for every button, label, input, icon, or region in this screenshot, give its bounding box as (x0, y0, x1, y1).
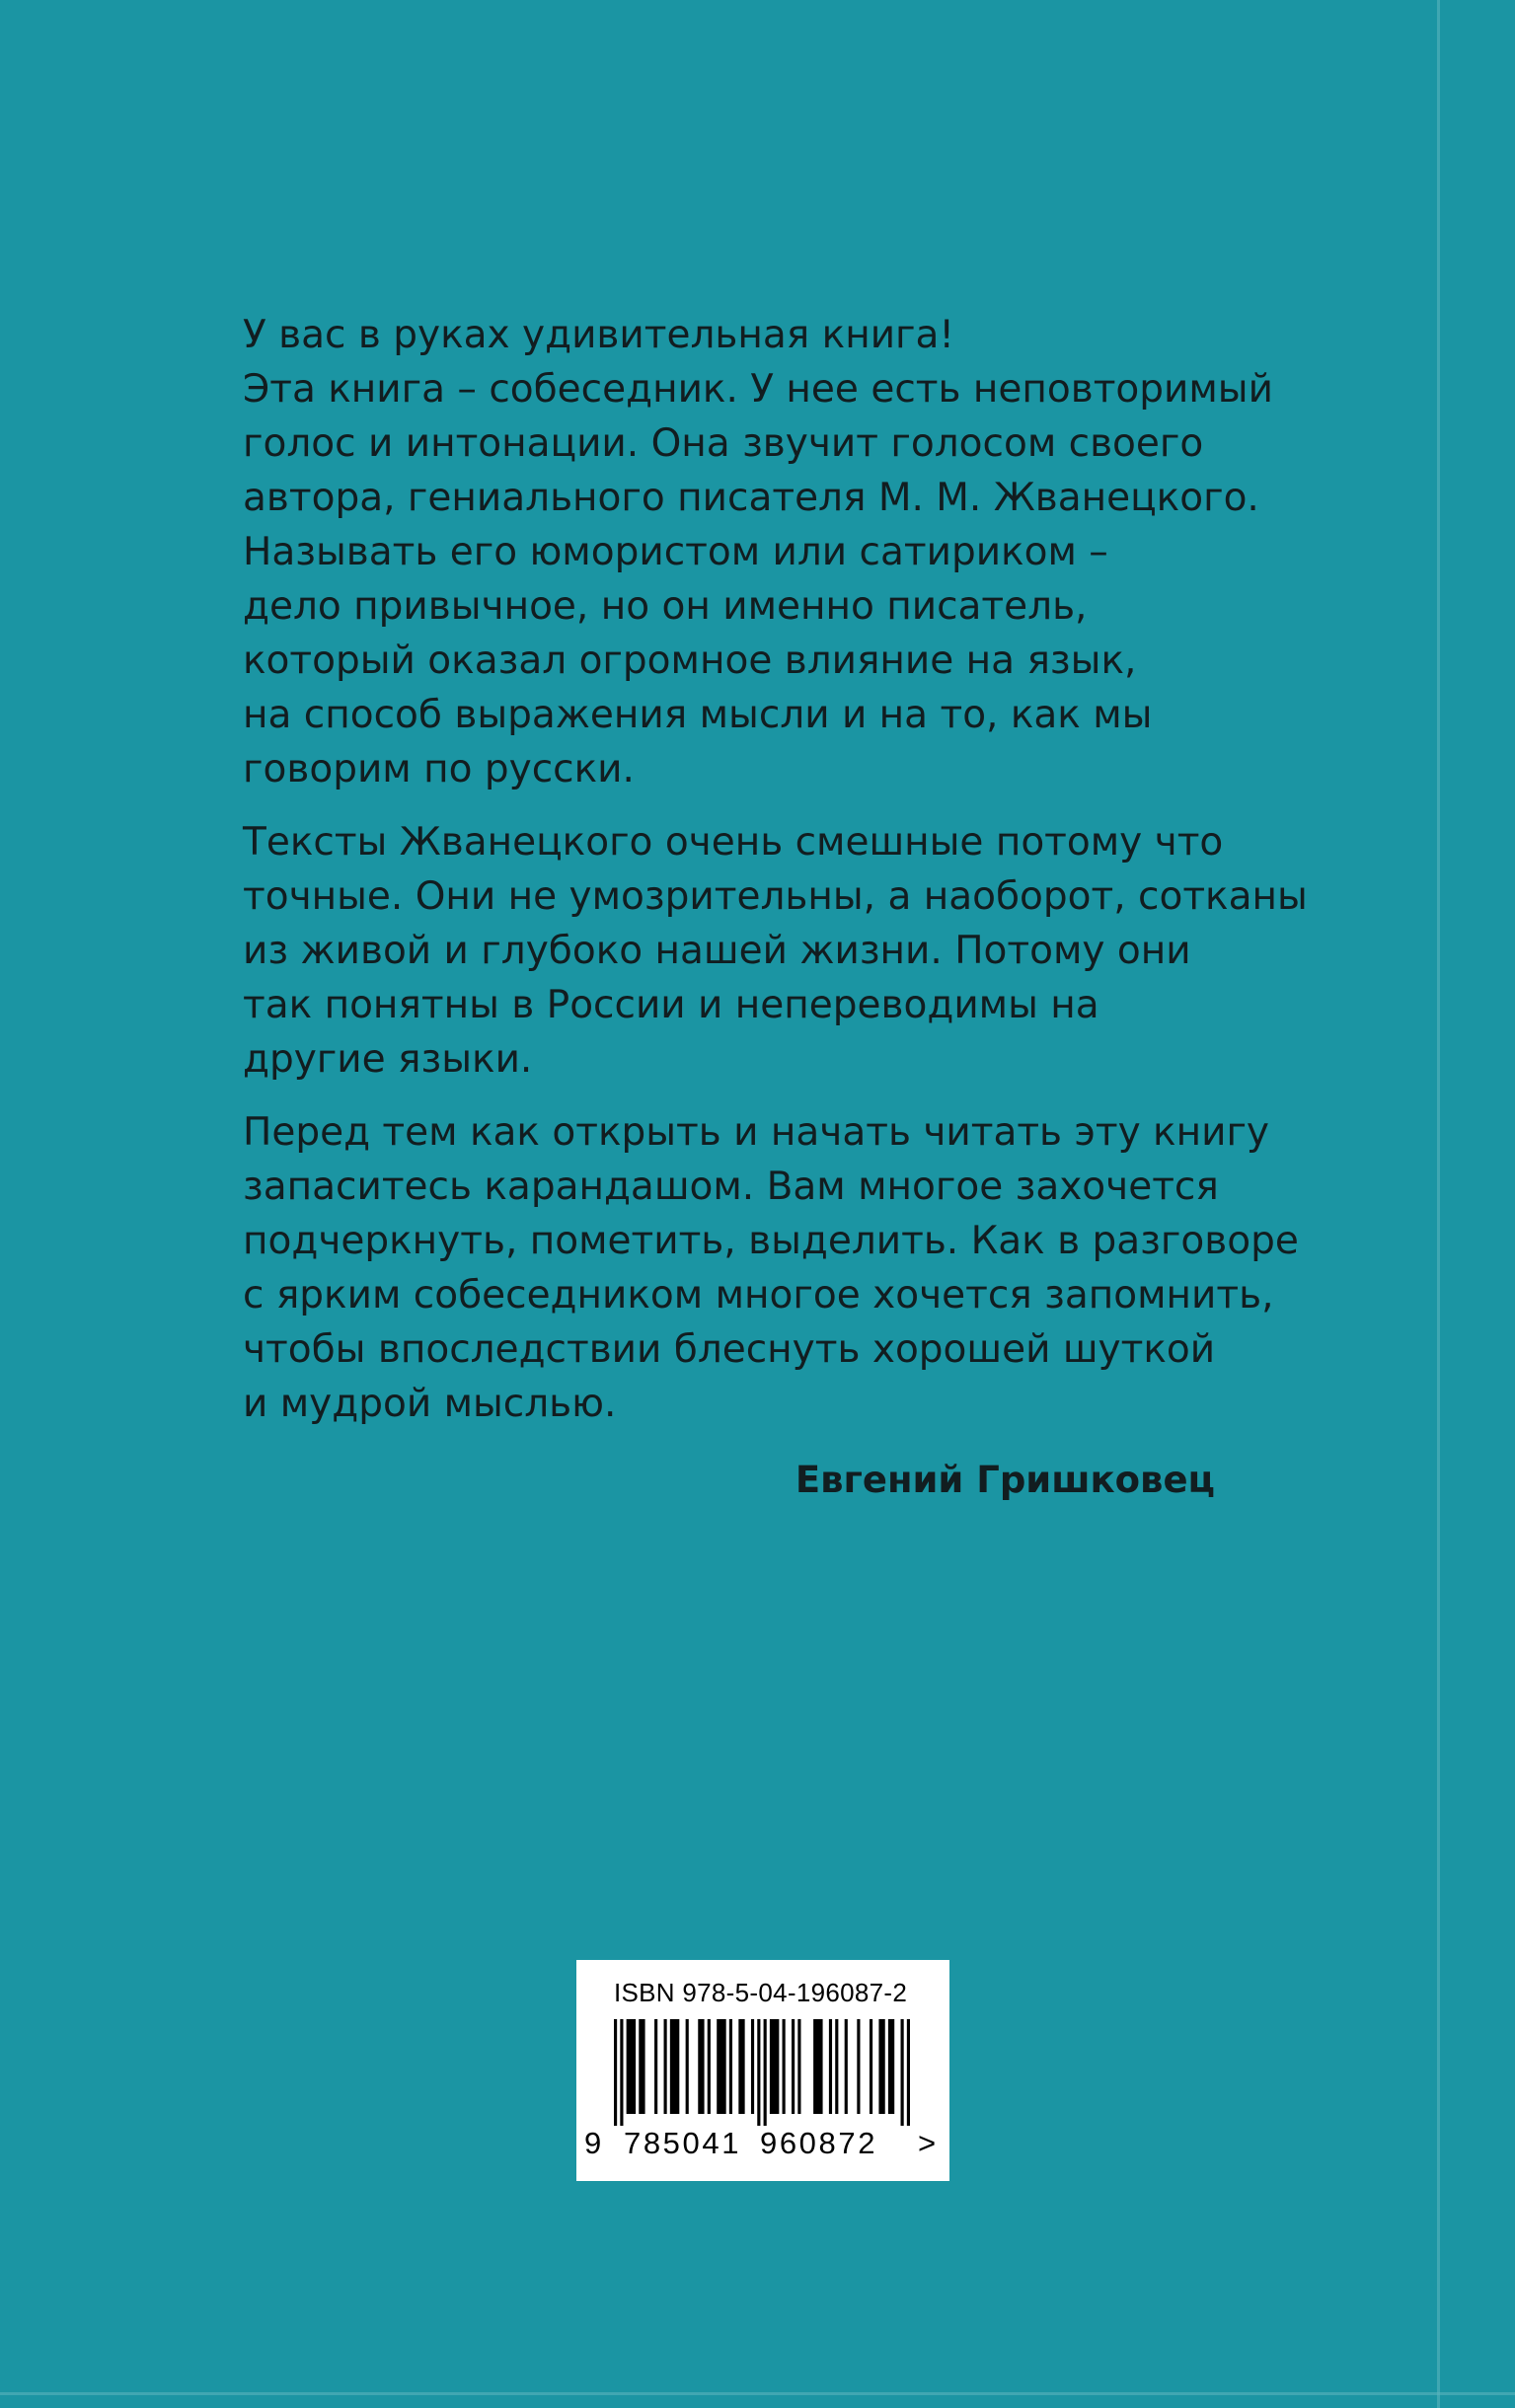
blurb-line: Перед тем как открыть и начать читать эту книгу (243, 1110, 1270, 1155)
barcode-bar (888, 2019, 894, 2114)
barcode-bar (717, 2019, 725, 2114)
blurb-line: говорим по русски. (243, 747, 635, 791)
blurb-line: так понятны в России и непереводимы на (243, 983, 1099, 1027)
barcode-bar (783, 2019, 786, 2114)
blurb-author: Евгений Гришковец (795, 1459, 1215, 1501)
barcode-bar (878, 2019, 884, 2114)
barcode-bar (664, 2019, 667, 2114)
spine-fold-line (1437, 0, 1440, 2408)
isbn-barcode (576, 1960, 949, 2181)
barcode-bar (797, 2019, 800, 2114)
blurb-line: У вас в руках удивительная книга! (243, 313, 955, 357)
barcode-bar (729, 2019, 732, 2114)
barcode-bar (751, 2019, 754, 2114)
ean-right-group: 960872 (760, 2126, 878, 2160)
ean-quiet-zone-marker: > (918, 2126, 937, 2160)
ean-first-digit: 9 (584, 2126, 602, 2160)
blurb-line: с ярким собеседником многое хочется запомнить, (243, 1273, 1274, 1317)
barcode-bar (639, 2019, 644, 2114)
barcode-bar (686, 2019, 689, 2114)
barcode-bar (857, 2019, 860, 2114)
barcode-bar (845, 2019, 848, 2114)
blurb-line: автора, гениального писателя М. М. Жванецкого. (243, 476, 1259, 520)
barcode-bar (870, 2019, 872, 2114)
barcode-bar (770, 2019, 779, 2114)
bottom-trim-line (0, 2392, 1515, 2395)
blurb-line: который оказал огромное влияние на язык, (243, 639, 1137, 683)
barcode-bar (708, 2019, 711, 2114)
barcode-bar (764, 2019, 767, 2126)
barcode-bar (835, 2019, 838, 2114)
blurb-line: из живой и глубоко нашей жизни. Потому они (243, 929, 1191, 973)
blurb-line: Тексты Жванецкого очень смешные потому что (243, 820, 1224, 865)
barcode-bar (757, 2019, 760, 2126)
blurb-text (243, 308, 1308, 1450)
ean-digits (584, 2126, 942, 2165)
barcode-bar (614, 2019, 617, 2126)
barcode-bar (907, 2019, 910, 2126)
blurb-line: подчеркнуть, пометить, выделить. Как в разговоре (243, 1219, 1299, 1263)
barcode-bar (620, 2019, 623, 2126)
ean-left-group: 785041 (624, 2126, 742, 2160)
blurb-line: другие языки. (243, 1037, 533, 1082)
blurb-line: голос и интонации. Она звучит голосом своего (243, 421, 1204, 466)
barcode-bar (813, 2019, 822, 2114)
barcode-bar (698, 2019, 704, 2114)
blurb-line: дело привычное, но он именно писатель, (243, 584, 1088, 629)
blurb-paragraph-3 (243, 1105, 1299, 1431)
blurb-line: Эта книга – собеседник. У нее есть неповторимый (243, 367, 1273, 412)
barcode-bar (829, 2019, 832, 2114)
barcode-bar (792, 2019, 795, 2114)
blurb-line: точные. Они не умозрительны, а наоборот, сотканы (243, 874, 1308, 919)
barcode-bar (738, 2019, 744, 2114)
blurb-line: Называть его юмористом или сатириком – (243, 530, 1108, 574)
barcode-bar (670, 2019, 679, 2114)
blurb-line: и мудрой мыслью. (243, 1382, 617, 1426)
blurb-line: чтобы впоследствии блеснуть хорошей шуткой (243, 1327, 1216, 1372)
blurb-line: запаситесь карандашом. Вам многое захочется (243, 1165, 1219, 1209)
barcode-bars (614, 2019, 910, 2126)
barcode-bar (901, 2019, 904, 2126)
blurb-paragraph-1 (243, 308, 1273, 796)
blurb-paragraph-2 (243, 815, 1308, 1087)
barcode-bar (654, 2019, 657, 2114)
isbn-label: ISBN 978-5-04-196087-2 (614, 1978, 908, 2007)
blurb-line: на способ выражения мысли и на то, как мы (243, 693, 1153, 737)
barcode-bar (627, 2019, 636, 2114)
